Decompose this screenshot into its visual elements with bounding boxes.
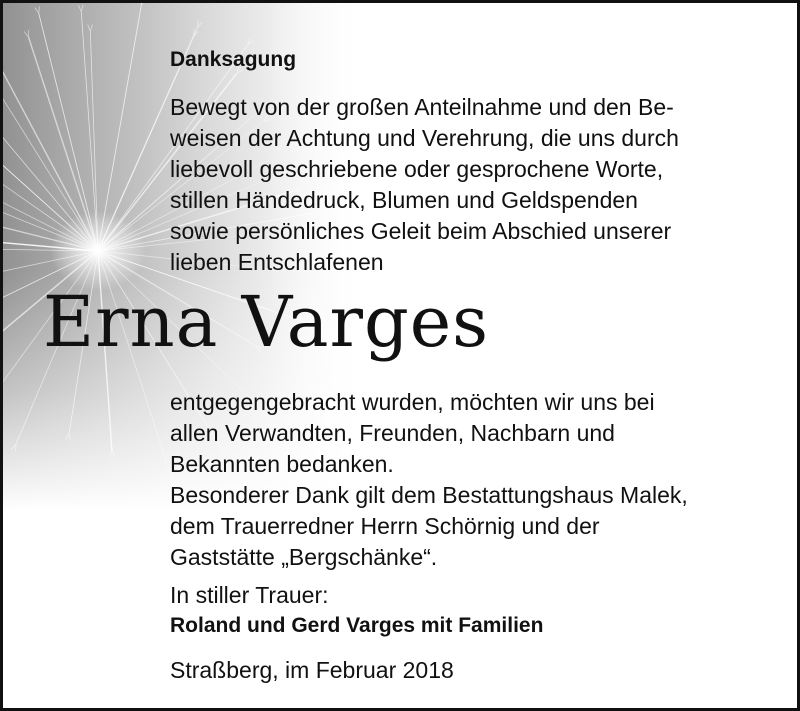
thanks-paragraph — [170, 387, 688, 573]
thanks-line: allen Verwandten, Freunden, Nachbarn und — [170, 420, 615, 446]
thanks-line: Bekannten bedanken. — [170, 451, 394, 477]
deceased-name: Erna Varges — [43, 281, 490, 363]
thanks-line: Besonderer Dank gilt dem Bestattungshaus Malek, — [170, 482, 688, 508]
intro-line: weisen der Achtung und Verehrung, die uns durch — [170, 125, 679, 151]
intro-line: lieben Entschlafenen — [170, 249, 384, 275]
intro-line: stillen Händedruck, Blumen und Geldspenden — [170, 187, 638, 213]
family-signature: Roland und Gerd Varges mit Familien — [170, 614, 544, 637]
thanks-line: Gaststätte „Bergschänke“. — [170, 544, 438, 570]
intro-line: sowie persönliches Geleit beim Abschied unserer — [170, 218, 672, 244]
thanks-line: entgegengebracht wurden, möchten wir uns bei — [170, 389, 655, 415]
thanks-line: dem Trauerredner Herrn Schörnig und der — [170, 513, 600, 539]
notice-heading: Danksagung — [170, 48, 297, 71]
place-date: Straßberg, im Februar 2018 — [170, 657, 454, 683]
intro-paragraph — [170, 92, 679, 278]
intro-line: liebevoll geschriebene oder gesprochene Worte, — [170, 156, 664, 182]
closing-label: In stiller Trauer: — [170, 582, 329, 608]
intro-line: Bewegt von der großen Anteilnahme und den Be- — [170, 94, 674, 120]
